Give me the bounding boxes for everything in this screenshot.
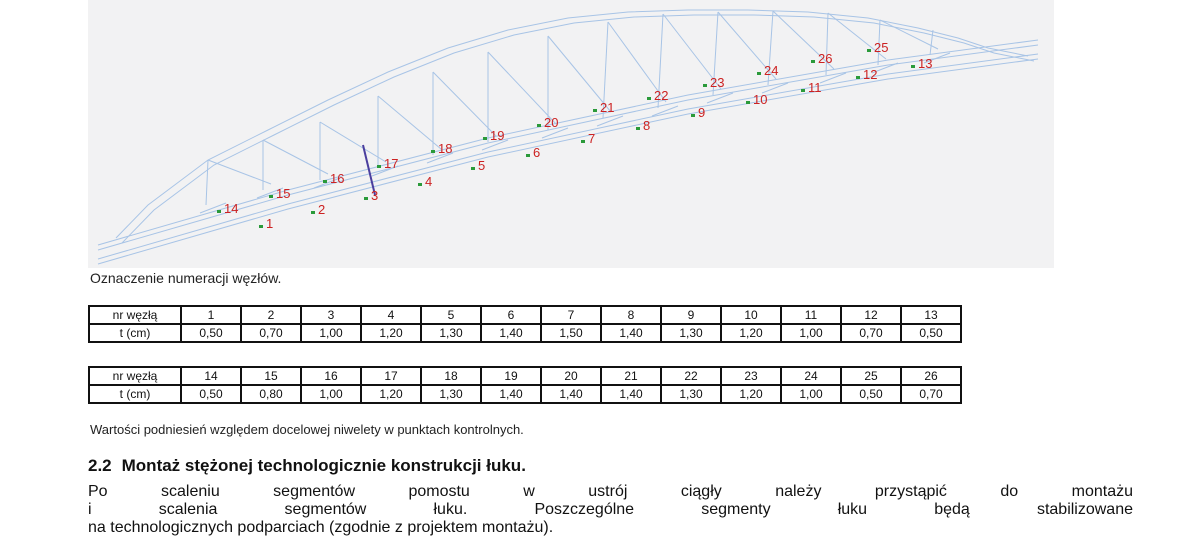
row-label: t (cm): [89, 324, 181, 342]
node-number-cell: 16: [301, 367, 361, 385]
node-number-cell: 2: [241, 306, 301, 324]
bracing: [597, 116, 623, 126]
node-number-cell: 15: [241, 367, 301, 385]
paragraph-line: na technologicznych podparciach (zgodnie z projektem montażu).: [88, 519, 554, 536]
node-marker: [703, 84, 707, 87]
node-number-cell: 1: [181, 306, 241, 324]
node-marker: [757, 72, 761, 75]
node-marker: [259, 225, 263, 228]
node-marker: [431, 150, 435, 153]
value-cell: 1,40: [601, 385, 661, 403]
value-cell: 1,00: [301, 385, 361, 403]
node-marker: [471, 167, 475, 170]
node-label: 24: [764, 63, 779, 78]
deck-chord: [98, 59, 1038, 264]
section-number: 2.2: [88, 456, 112, 475]
node-label: 9: [698, 105, 706, 120]
diagonal: [378, 96, 441, 149]
node-number-cell: 3: [301, 306, 361, 324]
value-cell: 1,00: [781, 385, 841, 403]
arch-chord: [116, 10, 1028, 238]
section-title: Montaż stężonej technologicznie konstrukcji łuku.: [121, 456, 526, 475]
value-cell: 0,50: [181, 385, 241, 403]
node-label: 16: [330, 171, 345, 186]
node-table-2: [88, 366, 962, 404]
node-label: 18: [438, 141, 453, 156]
node-label: 8: [643, 118, 651, 133]
value-cell: 0,70: [241, 324, 301, 342]
node-marker: [911, 65, 915, 68]
node-marker: [483, 137, 487, 140]
node-table-1: [88, 305, 962, 343]
value-cell: 0,50: [181, 324, 241, 342]
node-marker: [537, 124, 541, 127]
node-marker: [269, 195, 273, 198]
node-label: 14: [224, 201, 239, 216]
node-marker: [217, 210, 221, 213]
paragraph-line: Po scaleniu segmentów pomostu w ustrój ciągły należy przystąpić do montażu: [88, 483, 1133, 500]
value-cell: 1,20: [721, 385, 781, 403]
table-row-values: [89, 385, 961, 403]
node-number-cell: 10: [721, 306, 781, 324]
value-cell: 1,20: [361, 324, 421, 342]
node-label: 11: [808, 80, 822, 95]
node-number-cell: 20: [541, 367, 601, 385]
node-number-cell: 8: [601, 306, 661, 324]
diagonal: [208, 160, 271, 184]
node-marker: [811, 60, 815, 63]
deck-chord: [98, 54, 1038, 259]
value-cell: 1,20: [721, 324, 781, 342]
node-number-cell: 13: [901, 306, 961, 324]
node-marker: [867, 49, 871, 52]
node-marker: [856, 76, 860, 79]
value-cell: 1,40: [481, 324, 541, 342]
node-number-cell: 4: [361, 306, 421, 324]
table-note: Wartości podniesień względem docelowej niwelety w punktach kontrolnych.: [90, 422, 524, 437]
header-label: nr węzłą: [89, 367, 181, 385]
node-marker: [526, 154, 530, 157]
value-cell: 0,80: [241, 385, 301, 403]
bridge-figure: [88, 0, 1054, 268]
node-label: 2: [318, 202, 326, 217]
node-label: 12: [863, 67, 878, 82]
table-row-nodes: [89, 367, 961, 385]
node-number-cell: 9: [661, 306, 721, 324]
node-label: 13: [918, 56, 933, 71]
node-label: 7: [588, 131, 596, 146]
node-marker: [691, 114, 695, 117]
value-cell: 1,00: [301, 324, 361, 342]
header-label: nr węzłą: [89, 306, 181, 324]
value-cell: 1,30: [421, 324, 481, 342]
hanger: [206, 160, 208, 205]
node-marker: [636, 127, 640, 130]
deck-chord: [98, 40, 1038, 245]
node-label: 1: [266, 216, 274, 231]
value-cell: 1,30: [661, 324, 721, 342]
value-cell: 1,40: [481, 385, 541, 403]
node-label: 6: [533, 145, 541, 160]
figure-caption: Oznaczenie numeracji węzłów.: [90, 270, 282, 286]
diagonal: [320, 122, 386, 162]
section-heading: [88, 456, 536, 476]
node-label: 4: [425, 174, 433, 189]
node-number-cell: 18: [421, 367, 481, 385]
node-number-cell: 6: [481, 306, 541, 324]
node-marker: [647, 97, 651, 100]
value-cell: 1,50: [541, 324, 601, 342]
arch-chord: [122, 15, 1034, 243]
node-label: 23: [710, 75, 725, 90]
value-cell: 1,30: [421, 385, 481, 403]
diagonal: [433, 72, 496, 136]
node-label: 26: [818, 51, 833, 66]
node-label: 3: [371, 188, 379, 203]
value-cell: 1,20: [361, 385, 421, 403]
node-marker: [801, 89, 805, 92]
bridge-truss-diagram: [88, 0, 1054, 268]
node-label: 5: [478, 158, 486, 173]
node-marker: [377, 165, 381, 168]
node-label: 19: [490, 128, 505, 143]
value-cell: 0,70: [841, 324, 901, 342]
node-label: 17: [384, 156, 399, 171]
value-cell: 0,50: [841, 385, 901, 403]
row-label: t (cm): [89, 385, 181, 403]
value-cell: 1,40: [541, 385, 601, 403]
bracing: [652, 106, 678, 116]
table-row-values: [89, 324, 961, 342]
node-marker: [746, 101, 750, 104]
node-number-cell: 21: [601, 367, 661, 385]
node-number-cell: 7: [541, 306, 601, 324]
node-number-cell: 11: [781, 306, 841, 324]
node-label: 20: [544, 115, 559, 130]
node-number-cell: 14: [181, 367, 241, 385]
node-marker: [364, 197, 368, 200]
node-marker: [593, 109, 597, 112]
hanger: [930, 30, 933, 55]
node-number-cell: 22: [661, 367, 721, 385]
value-cell: 0,70: [901, 385, 961, 403]
diagonal: [488, 52, 556, 124]
deck-chord: [98, 45, 1038, 250]
diagonal: [263, 140, 328, 174]
value-cell: 1,30: [661, 385, 721, 403]
node-marker: [418, 183, 422, 186]
section-paragraph: [88, 483, 1133, 537]
table-row-nodes: [89, 306, 961, 324]
node-number-cell: 24: [781, 367, 841, 385]
node-label: 22: [654, 88, 669, 103]
node-number-cell: 5: [421, 306, 481, 324]
node-number-cell: 23: [721, 367, 781, 385]
node-marker: [581, 140, 585, 143]
node-label: 15: [276, 186, 291, 201]
node-number-cell: 17: [361, 367, 421, 385]
node-marker: [311, 211, 315, 214]
node-number-cell: 12: [841, 306, 901, 324]
node-label: 25: [874, 40, 889, 55]
node-number-cell: 19: [481, 367, 541, 385]
node-label: 10: [753, 92, 768, 107]
node-number-cell: 25: [841, 367, 901, 385]
node-label: 21: [600, 100, 615, 115]
node-marker: [323, 180, 327, 183]
value-cell: 0,50: [901, 324, 961, 342]
value-cell: 1,40: [601, 324, 661, 342]
paragraph-line: i scalenia segmentów łuku. Poszczególne segmenty łuku będą stabilizowane: [88, 501, 1133, 518]
value-cell: 1,00: [781, 324, 841, 342]
node-number-cell: 26: [901, 367, 961, 385]
